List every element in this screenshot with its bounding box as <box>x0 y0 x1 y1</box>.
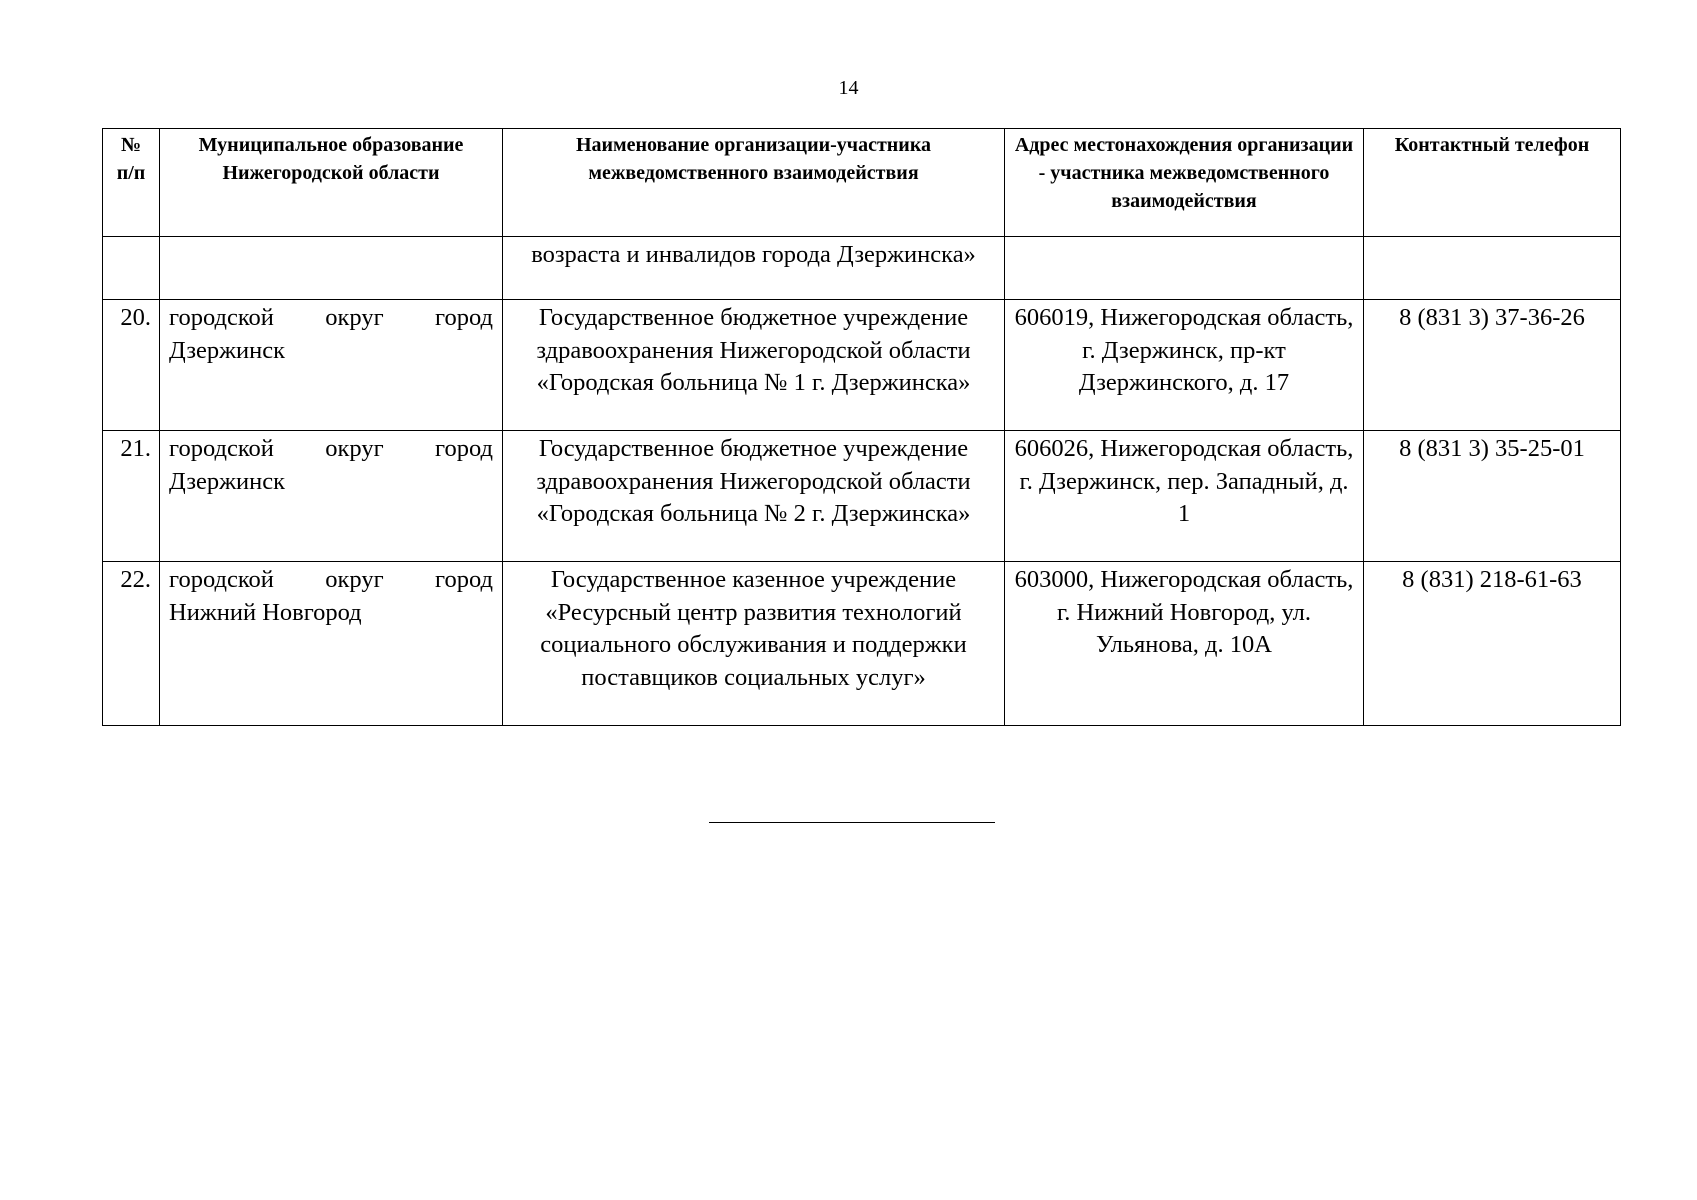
table-row-continuation <box>103 237 1621 300</box>
cell-num: 21. <box>103 431 160 562</box>
table-row <box>103 300 1621 431</box>
cell-num: 20. <box>103 300 160 431</box>
cell-municipality: городской округ город Нижний Новгород <box>160 562 503 726</box>
cell-municipality: городской округ город Дзержинск <box>160 300 503 431</box>
closing-line <box>709 822 995 823</box>
cell-municipality <box>160 237 503 300</box>
header-phone: Контактный телефон <box>1364 129 1621 237</box>
cell-phone: 8 (831) 218-61-63 <box>1364 562 1621 726</box>
table-row <box>103 431 1621 562</box>
cell-phone: 8 (831 3) 37-36-26 <box>1364 300 1621 431</box>
table-row <box>103 562 1621 726</box>
organizations-table <box>102 128 1621 726</box>
cell-address: 606019, Нижегородская область, г. Дзержинск, пр-кт Дзержинского, д. 17 <box>1005 300 1364 431</box>
header-municipality: Муниципальное образование Нижегородской области <box>160 129 503 237</box>
header-address: Адрес местонахождения организации - участника межведомственного взаимодействия <box>1005 129 1364 237</box>
cell-organization: Государственное бюджетное учреждение здравоохранения Нижегородской области «Городская больница № 2 г. Дзержинска» <box>503 431 1005 562</box>
cell-organization: возраста и инвалидов города Дзержинска» <box>503 237 1005 300</box>
cell-organization: Государственное казенное учреждение «Ресурсный центр развития технологий социального обслуживания и поддержки поставщиков социальных услуг» <box>503 562 1005 726</box>
cell-address: 606026, Нижегородская область, г. Дзержинск, пер. Западный, д. 1 <box>1005 431 1364 562</box>
header-organization: Наименование организации-участника межведомственного взаимодействия <box>503 129 1005 237</box>
cell-organization: Государственное бюджетное учреждение здравоохранения Нижегородской области «Городская больница № 1 г. Дзержинска» <box>503 300 1005 431</box>
cell-address <box>1005 237 1364 300</box>
cell-num <box>103 237 160 300</box>
header-num: № п/п <box>103 129 160 237</box>
cell-phone: 8 (831 3) 35-25-01 <box>1364 431 1621 562</box>
cell-municipality: городской округ город Дзержинск <box>160 431 503 562</box>
page-number: 14 <box>838 77 859 99</box>
table-header-row <box>103 129 1621 237</box>
cell-address: 603000, Нижегородская область, г. Нижний Новгород, ул. Ульянова, д. 10А <box>1005 562 1364 726</box>
cell-phone <box>1364 237 1621 300</box>
cell-num: 22. <box>103 562 160 726</box>
